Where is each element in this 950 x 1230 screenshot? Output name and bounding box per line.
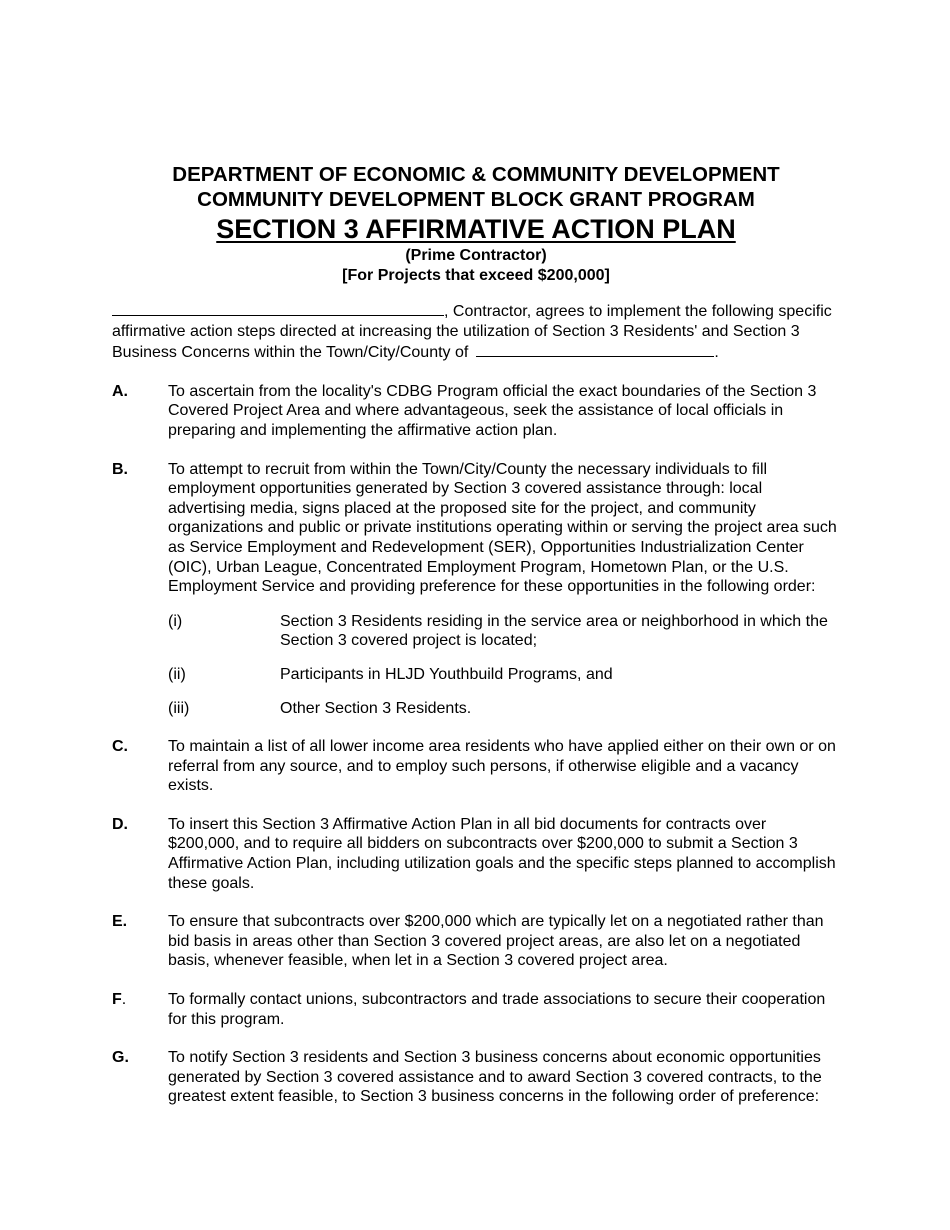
town-name-blank bbox=[476, 341, 714, 357]
item-text: To ensure that subcontracts over $200,000 which are typically let on a negotiated rather than bid basis in areas other than Section 3 covered project areas, are also let on a negotiated basis, whenever feasible, when let in a Section 3 covered project area. bbox=[168, 913, 824, 970]
item-text: To formally contact unions, subcontractors and trade associations to secure their cooperation for this program. bbox=[168, 991, 826, 1028]
item-text: To attempt to recruit from within the Town/City/County the necessary individuals to fill employment opportunities generated by Section 3 covered assistance through: local advertising media, signs placed at the proposed site for the project, and community organizations and public or private institutions operating within or serving the project area such as Service Employment and Redevelopment (SER), Opportunities Industrialization Center (OIC), Urban League, Concentrated Employment Program, Hometown Plan, or the U.S. Employment Service and providing preference for these opportunities in the following order: bbox=[168, 460, 837, 596]
sublist-number: (iii) bbox=[168, 699, 190, 717]
subtitle: (Prime Contractor) bbox=[405, 247, 547, 264]
intro-paragraph bbox=[112, 300, 840, 363]
item-letter: A. bbox=[112, 382, 128, 400]
page-title: SECTION 3 AFFIRMATIVE ACTION PLAN bbox=[216, 214, 736, 244]
item-text: To insert this Section 3 Affirmative Action Plan in all bid documents for contracts over $200,000, and to require all bidders on subcontracts over $200,000 to submit a Section 3 Affirmative Action Plan, including utilization goals and the specific steps planned to accomplish these goals. bbox=[168, 815, 836, 892]
sublist-item bbox=[168, 612, 840, 651]
item-letter: G. bbox=[112, 1049, 129, 1067]
list-item-g bbox=[112, 1048, 840, 1107]
document-page bbox=[112, 162, 840, 1107]
item-text: To notify Section 3 residents and Section 3 business concerns about economic opportunities generated by Section 3 covered assistance and to award Section 3 covered contracts, to the greatest extent feasible, to Section 3 business concerns in the following order of preference: bbox=[168, 1049, 822, 1106]
contractor-name-blank bbox=[112, 300, 444, 316]
sublist-text: Participants in HLJD Youthbuild Programs, and bbox=[280, 665, 613, 683]
item-letter-suffix: . bbox=[121, 991, 127, 1009]
program-heading: COMMUNITY DEVELOPMENT BLOCK GRANT PROGRAM bbox=[197, 188, 755, 211]
list-item-f bbox=[112, 990, 840, 1029]
preference-sublist bbox=[168, 612, 840, 718]
list-item-d bbox=[112, 815, 840, 893]
list-item-e bbox=[112, 912, 840, 971]
item-body bbox=[168, 460, 840, 719]
sublist-text: Section 3 Residents residing in the service area or neighborhood in which the Section 3 covered project is located; bbox=[280, 612, 828, 650]
list-item-c bbox=[112, 737, 840, 796]
sublist-number: (i) bbox=[168, 612, 183, 630]
projects-note: [For Projects that exceed $200,000] bbox=[342, 266, 610, 284]
sublist-item bbox=[168, 665, 840, 685]
item-letter: E. bbox=[112, 913, 128, 931]
sublist-text: Other Section 3 Residents. bbox=[280, 699, 472, 717]
list-item-b bbox=[112, 460, 840, 719]
item-letter: F bbox=[112, 991, 122, 1009]
sublist-item bbox=[168, 699, 840, 719]
document-header bbox=[112, 162, 840, 285]
department-heading: DEPARTMENT OF ECONOMIC & COMMUNITY DEVELOPMENT bbox=[172, 163, 780, 186]
sublist-number: (ii) bbox=[168, 665, 186, 683]
item-letter-wrap bbox=[112, 990, 168, 1029]
item-letter: B. bbox=[112, 460, 128, 478]
item-letter: C. bbox=[112, 738, 128, 756]
intro-text: , Contractor, agrees to implement the following specific affirmative action steps directed at increasing the utilization of Section 3 Residents' and Section 3 Business Concerns within the Town/City/County of bbox=[112, 303, 832, 362]
item-letter: D. bbox=[112, 815, 128, 833]
intro-end: . bbox=[714, 344, 719, 362]
item-text: To maintain a list of all lower income area residents who have applied either on their own or on referral from any source, and to employ such persons, if otherwise eligible and a vacancy exists. bbox=[168, 738, 836, 795]
list-item-a bbox=[112, 382, 840, 441]
item-text: To ascertain from the locality's CDBG Program official the exact boundaries of the Section 3 Covered Project Area and where advantageous, seek the assistance of local officials in preparing and implementing the affirmative action plan. bbox=[168, 382, 817, 439]
